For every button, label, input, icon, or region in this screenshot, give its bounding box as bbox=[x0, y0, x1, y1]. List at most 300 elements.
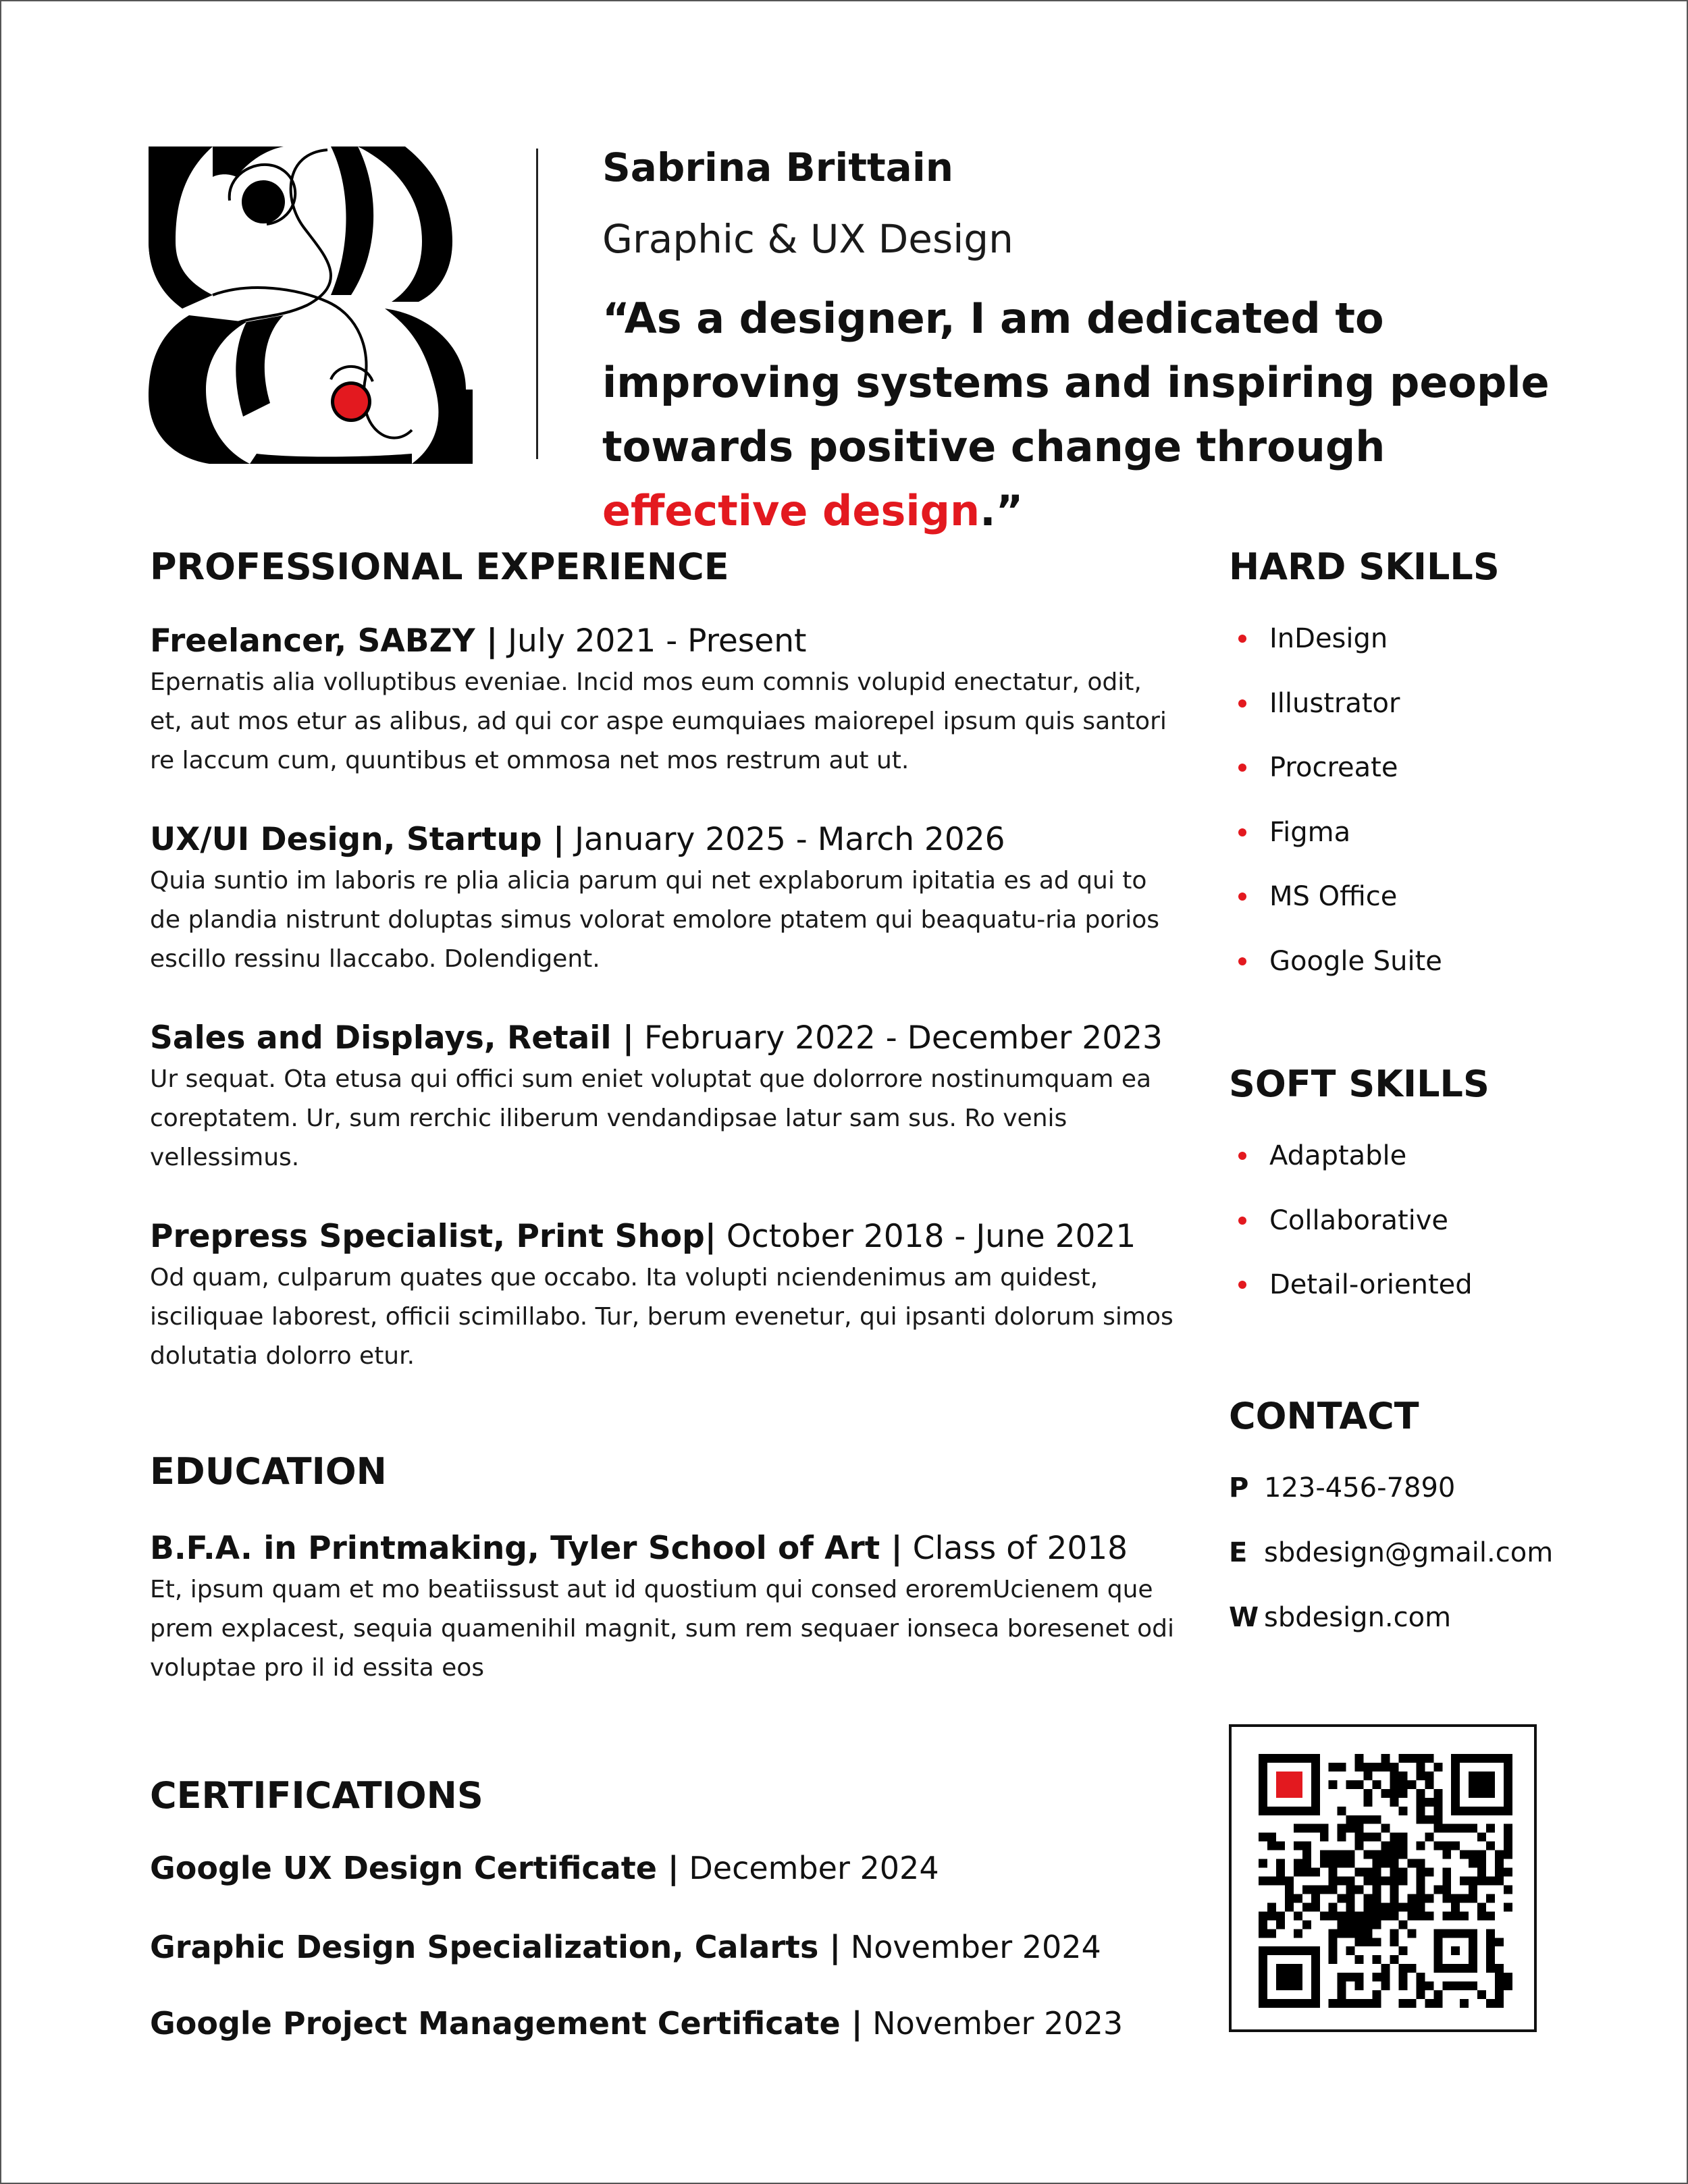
qr-module bbox=[1407, 1911, 1416, 1920]
qr-module bbox=[1433, 1763, 1442, 1772]
skill-label: Adaptable bbox=[1269, 1140, 1407, 1171]
qr-module bbox=[1390, 1780, 1398, 1789]
qr-module bbox=[1433, 1798, 1442, 1807]
qr-module bbox=[1381, 1964, 1390, 1973]
red-dot-bullet-icon bbox=[1238, 893, 1246, 901]
qr-module bbox=[1285, 1877, 1294, 1886]
qr-module bbox=[1364, 1798, 1373, 1807]
qr-module bbox=[1364, 1850, 1373, 1859]
red-dot-bullet-icon bbox=[1238, 957, 1246, 965]
qr-module bbox=[1433, 1807, 1442, 1815]
qr-module bbox=[1398, 1964, 1407, 1973]
qr-module bbox=[1373, 1815, 1381, 1824]
qr-module bbox=[1338, 1973, 1346, 1981]
qr-module bbox=[1373, 1955, 1381, 1964]
qr-module bbox=[1390, 1798, 1398, 1807]
qr-module bbox=[1469, 1877, 1477, 1886]
hard-skills-list bbox=[1229, 621, 1442, 1008]
qr-module bbox=[1294, 1842, 1302, 1850]
qr-module bbox=[1495, 1964, 1504, 1973]
qr-module bbox=[1390, 1929, 1398, 1938]
red-dot-bullet-icon bbox=[1238, 1281, 1246, 1289]
qr-module bbox=[1398, 1754, 1407, 1763]
qr-module bbox=[1311, 1868, 1320, 1877]
qr-module bbox=[1469, 1981, 1477, 1990]
qr-module bbox=[1355, 1955, 1364, 1964]
qr-module bbox=[1302, 1842, 1311, 1850]
qr-module bbox=[1477, 1877, 1486, 1886]
qr-module bbox=[1276, 1920, 1285, 1929]
phone-value[interactable]: 123-456-7890 bbox=[1264, 1472, 1456, 1503]
qr-module bbox=[1294, 1929, 1302, 1938]
contact-phone bbox=[1229, 1470, 1553, 1535]
qr-module bbox=[1373, 1868, 1381, 1877]
qr-module bbox=[1355, 1780, 1364, 1789]
website-value[interactable]: sbdesign.com bbox=[1264, 1602, 1452, 1633]
qr-module bbox=[1433, 1842, 1442, 1850]
qr-module bbox=[1495, 1868, 1504, 1877]
entry-title: Freelancer, SABZY | bbox=[150, 622, 498, 660]
qr-module bbox=[1346, 1999, 1355, 2008]
entry-description: Ur sequat. Ota etusa qui offici sum eniet voluptat que dolorrore nostinumquam ea coreptatem. Ur, sum rerchic iliberum vendandipsae latur sam sus. Ro venis vellessimus. bbox=[150, 1065, 1152, 1171]
qr-module bbox=[1276, 1842, 1285, 1850]
experience-entry bbox=[150, 1018, 1176, 1177]
certification-date: November 2024 bbox=[841, 1929, 1101, 1965]
qr-module bbox=[1320, 1850, 1329, 1859]
qr-module bbox=[1504, 1850, 1512, 1859]
qr-module bbox=[1504, 1824, 1512, 1833]
qr-module bbox=[1469, 1885, 1477, 1894]
qr-module bbox=[1373, 1938, 1381, 1946]
qr-module bbox=[1398, 1780, 1407, 1789]
qr-module bbox=[1311, 1894, 1320, 1902]
phone-label: P bbox=[1229, 1472, 1249, 1503]
qr-module bbox=[1451, 1981, 1460, 1990]
qr-module bbox=[1338, 1981, 1346, 1990]
entry-dates: July 2021 - Present bbox=[498, 622, 807, 660]
qr-module bbox=[1504, 1885, 1512, 1894]
qr-module bbox=[1390, 1894, 1398, 1902]
qr-module bbox=[1407, 1964, 1416, 1973]
contact-list bbox=[1229, 1470, 1553, 1665]
qr-module bbox=[1346, 1815, 1355, 1824]
qr-module bbox=[1294, 1824, 1302, 1833]
skill-label: Figma bbox=[1269, 816, 1351, 848]
qr-module bbox=[1381, 1754, 1390, 1763]
qr-module bbox=[1504, 1902, 1512, 1911]
qr-module bbox=[1486, 1964, 1495, 1973]
skill-label: MS Office bbox=[1269, 881, 1398, 912]
qr-module bbox=[1451, 1842, 1460, 1850]
entry-dates: January 2025 - March 2026 bbox=[564, 821, 1005, 858]
qr-module bbox=[1373, 1894, 1381, 1902]
qr-module bbox=[1495, 1999, 1504, 2008]
qr-module bbox=[1294, 1859, 1302, 1868]
qr-module bbox=[1364, 1815, 1373, 1824]
sb-monogram-logo bbox=[149, 147, 473, 464]
qr-module bbox=[1381, 1911, 1390, 1920]
qr-module bbox=[1398, 1850, 1407, 1859]
qr-module bbox=[1381, 1902, 1390, 1911]
qr-module bbox=[1329, 1902, 1338, 1911]
qr-module bbox=[1329, 1938, 1338, 1946]
qr-module bbox=[1425, 1815, 1433, 1824]
qr-module bbox=[1486, 1929, 1495, 1938]
qr-module bbox=[1346, 1920, 1355, 1929]
qr-module bbox=[1398, 1877, 1407, 1886]
qr-module bbox=[1346, 1946, 1355, 1955]
qr-module bbox=[1407, 1780, 1416, 1789]
qr-module bbox=[1355, 1920, 1364, 1929]
qr-module bbox=[1425, 1754, 1433, 1763]
qr-module bbox=[1433, 1885, 1442, 1894]
list-item bbox=[1229, 750, 1442, 815]
qr-module bbox=[1495, 1850, 1504, 1859]
qr-module bbox=[1346, 1780, 1355, 1789]
qr-module bbox=[1302, 1902, 1311, 1911]
certification-title: Graphic Design Specialization, Calarts | bbox=[150, 1929, 841, 1965]
qr-module bbox=[1329, 1859, 1338, 1868]
qr-module bbox=[1311, 1824, 1320, 1833]
education-heading: EDUCATION bbox=[150, 1450, 387, 1493]
qr-module bbox=[1373, 1850, 1381, 1859]
qr-module bbox=[1329, 1955, 1338, 1964]
qr-module bbox=[1294, 1894, 1302, 1902]
hard-skills-heading: HARD SKILLS bbox=[1229, 545, 1500, 588]
qr-module bbox=[1346, 1973, 1355, 1981]
education-description: Et, ipsum quam et mo beatiissust aut id quostium qui consed eroremUcienem que prem explacest, sequia quamenihil magnit, sum rem sequaer ionseca boresenet odi voluptae pro il id essita eos bbox=[150, 1576, 1175, 1682]
qr-module bbox=[1259, 1859, 1267, 1868]
qr-module bbox=[1364, 1894, 1373, 1902]
qr-module bbox=[1416, 1754, 1425, 1763]
qr-module bbox=[1469, 1850, 1477, 1859]
qr-module bbox=[1398, 1981, 1407, 1990]
qr-module bbox=[1407, 1999, 1416, 2008]
list-item bbox=[1229, 686, 1442, 751]
qr-module bbox=[1433, 1990, 1442, 1999]
qr-module bbox=[1346, 1911, 1355, 1920]
qr-module bbox=[1451, 1911, 1460, 1920]
qr-module bbox=[1477, 1868, 1486, 1877]
qr-module bbox=[1442, 1911, 1451, 1920]
qr-module bbox=[1364, 1929, 1373, 1938]
qr-module bbox=[1390, 1842, 1398, 1850]
qr-module bbox=[1398, 1920, 1407, 1929]
qr-module bbox=[1373, 1920, 1381, 1929]
contact-email bbox=[1229, 1535, 1553, 1600]
qr-module bbox=[1285, 1885, 1294, 1894]
list-item bbox=[1229, 1203, 1473, 1268]
qr-module bbox=[1329, 1999, 1338, 2008]
qr-module bbox=[1355, 1929, 1364, 1938]
qr-module bbox=[1381, 1981, 1390, 1990]
qr-module bbox=[1416, 1842, 1425, 1850]
qr-module bbox=[1267, 1911, 1276, 1920]
education-dates: Class of 2018 bbox=[902, 1530, 1128, 1567]
qr-module bbox=[1355, 1763, 1364, 1772]
qr-module bbox=[1486, 1955, 1495, 1964]
web-label: W bbox=[1229, 1602, 1259, 1633]
skill-label: Detail-oriented bbox=[1269, 1269, 1473, 1300]
qr-module bbox=[1469, 1859, 1477, 1868]
qr-module bbox=[1504, 1868, 1512, 1877]
qr-module bbox=[1355, 1973, 1364, 1981]
qr-module bbox=[1390, 1850, 1398, 1859]
qr-module bbox=[1477, 1911, 1486, 1920]
qr-module bbox=[1433, 1824, 1442, 1833]
red-dot-bullet-icon bbox=[1238, 828, 1246, 836]
qr-module bbox=[1390, 1877, 1398, 1886]
qr-module bbox=[1390, 1938, 1398, 1946]
qr-module bbox=[1364, 1999, 1373, 2008]
qr-module bbox=[1267, 1902, 1276, 1911]
experience-entry bbox=[150, 621, 1176, 780]
qr-module bbox=[1320, 1824, 1329, 1833]
qr-module bbox=[1390, 1859, 1398, 1868]
qr-module bbox=[1285, 1902, 1294, 1911]
qr-module bbox=[1486, 1877, 1495, 1886]
qr-module bbox=[1425, 1981, 1433, 1990]
qr-module bbox=[1302, 1859, 1311, 1868]
qr-module bbox=[1416, 1772, 1425, 1780]
qr-module bbox=[1320, 1885, 1329, 1894]
qr-module bbox=[1346, 1824, 1355, 1833]
qr-module bbox=[1416, 1885, 1425, 1894]
qr-module bbox=[1364, 1789, 1373, 1798]
qr-module bbox=[1355, 1833, 1364, 1842]
qr-module bbox=[1329, 1780, 1338, 1789]
qr-module bbox=[1329, 1877, 1338, 1886]
qr-module bbox=[1373, 1902, 1381, 1911]
experience-entry bbox=[150, 820, 1176, 979]
list-item bbox=[1229, 944, 1442, 1009]
certification-item bbox=[150, 1929, 1101, 1965]
qr-module bbox=[1329, 1929, 1338, 1938]
qr-module bbox=[1364, 1911, 1373, 1920]
qr-module bbox=[1320, 1859, 1329, 1868]
qr-module bbox=[1486, 1999, 1495, 2008]
qr-module bbox=[1355, 1938, 1364, 1946]
list-item bbox=[1229, 621, 1442, 686]
qr-module bbox=[1320, 1911, 1329, 1920]
entry-title: Prepress Specialist, Print Shop| bbox=[150, 1218, 716, 1255]
qr-module bbox=[1346, 1929, 1355, 1938]
qr-module bbox=[1302, 1885, 1311, 1894]
qr-module bbox=[1451, 1894, 1460, 1902]
qr-module bbox=[1495, 1973, 1504, 1981]
qr-module bbox=[1302, 1920, 1311, 1929]
qr-module bbox=[1495, 1981, 1504, 1990]
qr-module bbox=[1433, 1999, 1442, 2008]
experience-heading: PROFESSIONAL EXPERIENCE bbox=[150, 545, 729, 588]
qr-module bbox=[1364, 1868, 1373, 1877]
qr-module bbox=[1407, 1859, 1416, 1868]
qr-module bbox=[1364, 1833, 1373, 1842]
qr-module bbox=[1442, 1885, 1451, 1894]
qr-module bbox=[1373, 1885, 1381, 1894]
education-title: B.F.A. in Printmaking, Tyler School of Art | bbox=[150, 1530, 903, 1567]
qr-module bbox=[1416, 1859, 1425, 1868]
qr-module bbox=[1407, 1754, 1416, 1763]
qr-module bbox=[1355, 1824, 1364, 1833]
qr-module bbox=[1346, 1877, 1355, 1886]
qr-module bbox=[1398, 1902, 1407, 1911]
qr-module bbox=[1495, 1877, 1504, 1886]
qr-module bbox=[1460, 1999, 1469, 2008]
qr-module bbox=[1460, 1911, 1469, 1920]
education-entry bbox=[150, 1528, 1176, 1688]
qr-module bbox=[1460, 1894, 1469, 1902]
qr-module bbox=[1390, 1772, 1398, 1780]
entry-title: UX/UI Design, Startup | bbox=[150, 821, 565, 858]
qr-module bbox=[1425, 1833, 1433, 1842]
qr-module bbox=[1390, 1868, 1398, 1877]
qr-module bbox=[1486, 1911, 1495, 1920]
qr-module bbox=[1442, 1842, 1451, 1850]
certification-item bbox=[150, 2005, 1123, 2042]
qr-module bbox=[1373, 1877, 1381, 1886]
entry-dates: February 2022 - December 2023 bbox=[634, 1019, 1163, 1057]
qr-module bbox=[1477, 1833, 1486, 1842]
qr-module bbox=[1442, 1850, 1451, 1859]
contact-heading: CONTACT bbox=[1229, 1395, 1419, 1437]
entry-title: Sales and Displays, Retail | bbox=[150, 1019, 635, 1057]
qr-module bbox=[1346, 1894, 1355, 1902]
mission-quote bbox=[602, 286, 1575, 543]
certification-title: Google Project Management Certificate | bbox=[150, 2005, 863, 2042]
qr-module bbox=[1398, 1999, 1407, 2008]
qr-module bbox=[1373, 1999, 1381, 2008]
qr-module bbox=[1486, 1894, 1495, 1902]
qr-module bbox=[1320, 1833, 1329, 1842]
qr-module bbox=[1390, 1911, 1398, 1920]
qr-module bbox=[1460, 1877, 1469, 1886]
qr-module bbox=[1302, 1868, 1311, 1877]
qr-module bbox=[1425, 1798, 1433, 1807]
qr-module bbox=[1477, 1990, 1486, 1999]
entry-dates: October 2018 - June 2021 bbox=[716, 1218, 1136, 1255]
qr-module bbox=[1302, 1850, 1311, 1859]
qr-module bbox=[1504, 1973, 1512, 1981]
certification-item bbox=[150, 1850, 939, 1886]
qr-module bbox=[1329, 1850, 1338, 1859]
qr-module bbox=[1364, 1938, 1373, 1946]
qr-module bbox=[1416, 1877, 1425, 1886]
qr-module bbox=[1364, 1763, 1373, 1772]
skill-label: Collaborative bbox=[1269, 1204, 1449, 1236]
qr-module bbox=[1398, 1868, 1407, 1877]
qr-module bbox=[1442, 1877, 1451, 1886]
qr-module bbox=[1469, 1824, 1477, 1833]
qr-module bbox=[1425, 1894, 1433, 1902]
qr-module bbox=[1416, 1973, 1425, 1981]
qr-module bbox=[1486, 1938, 1495, 1946]
qr-module bbox=[1477, 1850, 1486, 1859]
qr-module bbox=[1425, 1999, 1433, 2008]
qr-module bbox=[1276, 1868, 1285, 1877]
qr-module bbox=[1381, 1850, 1390, 1859]
qr-module bbox=[1390, 1902, 1398, 1911]
qr-module bbox=[1495, 1990, 1504, 1999]
qr-module bbox=[1373, 1763, 1381, 1772]
red-dot-bullet-icon bbox=[1238, 1152, 1246, 1160]
certifications-heading: CERTIFICATIONS bbox=[150, 1774, 483, 1817]
qr-module bbox=[1355, 1885, 1364, 1894]
qr-module bbox=[1504, 1981, 1512, 1990]
qr-module bbox=[1390, 1885, 1398, 1894]
qr-module bbox=[1294, 1911, 1302, 1920]
qr-module bbox=[1460, 1850, 1469, 1859]
list-item bbox=[1229, 815, 1442, 880]
email-value[interactable]: sbdesign@gmail.com bbox=[1264, 1537, 1554, 1568]
qr-module bbox=[1373, 1833, 1381, 1842]
qr-module bbox=[1398, 1772, 1407, 1780]
red-dot-bullet-icon bbox=[1238, 764, 1246, 772]
qr-module bbox=[1425, 1780, 1433, 1789]
qr-module bbox=[1338, 1807, 1346, 1815]
list-item bbox=[1229, 879, 1442, 944]
qr-module bbox=[1398, 1946, 1407, 1955]
qr-module bbox=[1259, 1911, 1267, 1920]
qr-module bbox=[1442, 1824, 1451, 1833]
soft-skills-heading: SOFT SKILLS bbox=[1229, 1063, 1489, 1105]
qr-module bbox=[1346, 1859, 1355, 1868]
qr-module bbox=[1346, 1902, 1355, 1911]
qr-module bbox=[1338, 1911, 1346, 1920]
qr-module bbox=[1504, 1833, 1512, 1842]
person-role: Graphic & UX Design bbox=[602, 216, 1013, 262]
qr-module bbox=[1355, 1999, 1364, 2008]
qr-module bbox=[1329, 1946, 1338, 1955]
qr-code-frame bbox=[1229, 1724, 1537, 2032]
qr-module bbox=[1425, 1772, 1433, 1780]
qr-module bbox=[1329, 1885, 1338, 1894]
skill-label: Procreate bbox=[1269, 752, 1398, 783]
red-dot-bullet-icon bbox=[1238, 1217, 1246, 1225]
qr-module bbox=[1294, 1868, 1302, 1877]
qr-module bbox=[1338, 1850, 1346, 1859]
qr-module bbox=[1416, 1807, 1425, 1815]
qr-module bbox=[1259, 1877, 1267, 1886]
qr-module bbox=[1416, 1911, 1425, 1920]
qr-module bbox=[1460, 1981, 1469, 1990]
email-label: E bbox=[1229, 1537, 1248, 1568]
qr-module bbox=[1346, 1885, 1355, 1894]
qr-code-icon[interactable] bbox=[1259, 1754, 1512, 2008]
qr-module bbox=[1364, 1902, 1373, 1911]
qr-module bbox=[1416, 1815, 1425, 1824]
qr-module bbox=[1416, 1798, 1425, 1807]
qr-module bbox=[1416, 1902, 1425, 1911]
qr-module bbox=[1355, 1754, 1364, 1763]
qr-module bbox=[1390, 1833, 1398, 1842]
qr-module bbox=[1338, 1990, 1346, 1999]
skill-label: Illustrator bbox=[1269, 687, 1400, 719]
quote-end: .” bbox=[980, 486, 1024, 535]
qr-module bbox=[1486, 1842, 1495, 1850]
qr-module bbox=[1338, 1763, 1346, 1772]
qr-module bbox=[1442, 1981, 1451, 1990]
qr-module bbox=[1398, 1833, 1407, 1842]
qr-module bbox=[1381, 1859, 1390, 1868]
qr-module bbox=[1267, 1842, 1276, 1850]
certification-date: December 2024 bbox=[679, 1850, 939, 1886]
qr-module bbox=[1442, 1868, 1451, 1877]
qr-module bbox=[1364, 1920, 1373, 1929]
qr-module bbox=[1311, 1885, 1320, 1894]
qr-module bbox=[1381, 1877, 1390, 1886]
qr-module bbox=[1329, 1763, 1338, 1772]
